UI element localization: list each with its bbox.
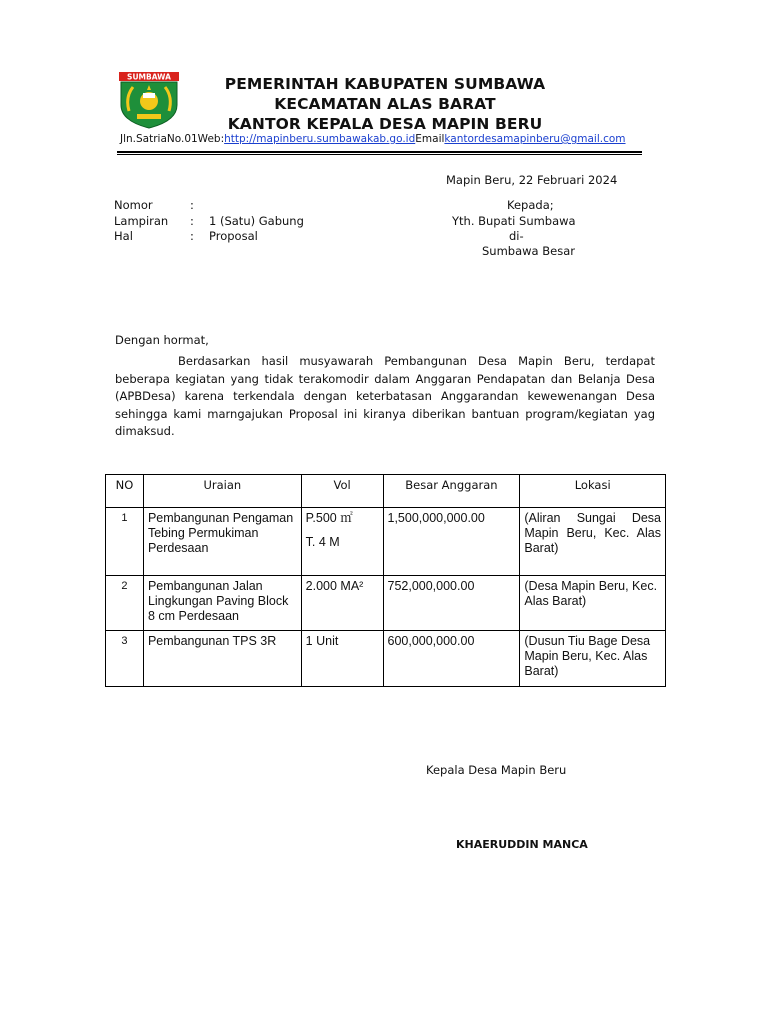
contact-prefix: Jln.SatriaNo.01Web: bbox=[120, 133, 225, 145]
table-row bbox=[106, 631, 666, 687]
signature-title: Kepala Desa Mapin Beru bbox=[426, 763, 567, 777]
email-link[interactable]: kantordesamapinberu@gmail.com bbox=[444, 133, 626, 145]
meta-label-lampiran: Lampiran bbox=[114, 214, 169, 228]
logo-text: SUMBAWA bbox=[127, 72, 171, 82]
body-text: Berdasarkan hasil musyawarah Pembangunan Desa Mapin Beru, terdapat beberapa kegiatan yang tidak terakomodir dalam Anggaran Pendapatan dan Belanja Desa (APBDesa) karena terkendala dengan keterbatasan Anggarandan kewewenangan Desa sehingga kami marngajukan Proposal ini kiranya diberikan bantuan program/kegiatan yag dimaksud. bbox=[115, 354, 655, 438]
header-rule-thick bbox=[117, 151, 642, 153]
recipient-line-2: Yth. Bupati Sumbawa bbox=[452, 214, 576, 228]
header-line-1: PEMERINTAH KABUPATEN SUMBAWA bbox=[224, 75, 546, 93]
meta-sep-lampiran: : bbox=[190, 214, 194, 228]
cell-no: 3 bbox=[106, 631, 144, 687]
regency-logo bbox=[117, 71, 181, 129]
date-line: Mapin Beru, 22 Februari 2024 bbox=[446, 173, 618, 187]
header-line-3: KANTOR KEPALA DESA MAPIN BERU bbox=[227, 115, 543, 133]
meta-label-hal: Hal bbox=[114, 229, 133, 243]
table-header-row bbox=[106, 475, 666, 508]
meta-value-lampiran: 1 (Satu) Gabung bbox=[209, 214, 304, 228]
budget-table bbox=[105, 474, 666, 687]
cell-lokasi: (Aliran Sungai Desa Mapin Beru, Kec. Alas Barat) bbox=[520, 508, 666, 576]
body-paragraph bbox=[115, 353, 655, 441]
header-rule-thin bbox=[117, 154, 642, 155]
meta-value-hal: Proposal bbox=[209, 229, 258, 243]
signature-name: KHAERUDDIN MANCA bbox=[456, 838, 588, 851]
header-anggaran: Besar Anggaran bbox=[383, 475, 520, 508]
recipient-line-4: Sumbawa Besar bbox=[482, 244, 575, 258]
email-label: Email bbox=[415, 133, 445, 145]
cell-lokasi: (Dusun Tiu Bage Desa Mapin Beru, Kec. Alas Barat) bbox=[520, 631, 666, 687]
header-uraian: Uraian bbox=[143, 475, 301, 508]
cell-anggaran: 752,000,000.00 bbox=[383, 576, 520, 631]
cell-vol: 2.000 MA² bbox=[301, 576, 383, 631]
table-row bbox=[106, 508, 666, 576]
cell-uraian: Pembangunan Jalan Lingkungan Paving Block 8 cm Perdesaan bbox=[143, 576, 301, 631]
cell-uraian: Pembangunan Pengaman Tebing Permukiman Perdesaan bbox=[143, 508, 301, 576]
meta-sep-hal: : bbox=[190, 229, 194, 243]
website-link[interactable]: http://mapinberu.sumbawakab.go.id bbox=[224, 133, 416, 145]
header-lokasi: Lokasi bbox=[520, 475, 666, 508]
table-row bbox=[106, 576, 666, 631]
cell-no: 1 bbox=[106, 508, 144, 576]
cell-anggaran: 600,000,000.00 bbox=[383, 631, 520, 687]
contact-line bbox=[120, 133, 626, 145]
header-no: NO bbox=[106, 475, 144, 508]
recipient-line-1: Kepada; bbox=[507, 198, 554, 212]
cell-vol-line-2: T. 4 M bbox=[305, 535, 340, 549]
cell-vol bbox=[301, 508, 383, 576]
cell-no: 2 bbox=[106, 576, 144, 631]
header-vol: Vol bbox=[301, 475, 383, 508]
cell-uraian: Pembangunan TPS 3R bbox=[143, 631, 301, 687]
greeting: Dengan hormat, bbox=[115, 333, 209, 347]
cell-vol: 1 Unit bbox=[301, 631, 383, 687]
cell-anggaran: 1,500,000,000.00 bbox=[383, 508, 520, 576]
header-line-2: KECAMATAN ALAS BARAT bbox=[274, 95, 496, 113]
meta-label-nomor: Nomor bbox=[114, 198, 153, 212]
cell-lokasi: (Desa Mapin Beru, Kec. Alas Barat) bbox=[520, 576, 666, 631]
cell-vol-line-1: P.500 ㎡ bbox=[305, 511, 353, 525]
recipient-line-3: di- bbox=[509, 229, 524, 243]
meta-sep-nomor: : bbox=[190, 198, 194, 212]
